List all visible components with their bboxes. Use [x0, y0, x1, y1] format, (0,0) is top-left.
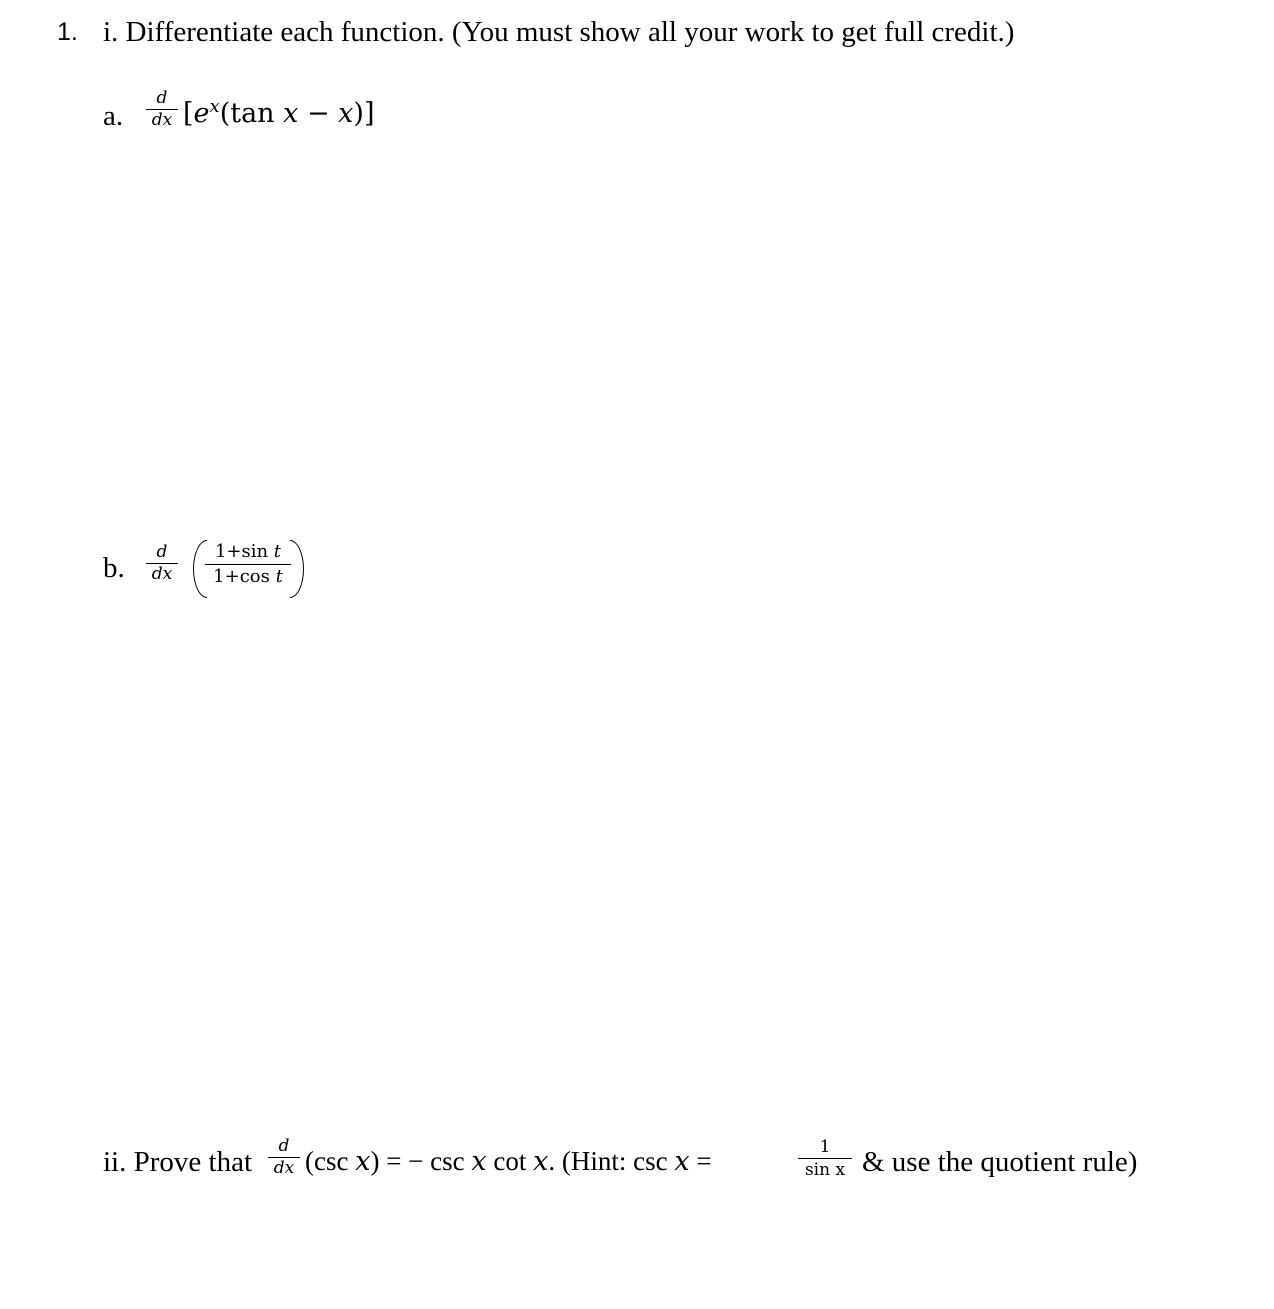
hint-numerator: 1	[819, 1137, 831, 1157]
deriv-denominator: dx	[151, 564, 173, 584]
open-bracket: [	[183, 98, 194, 129]
tan-term: (tan	[219, 98, 284, 129]
deriv-denominator: dx	[151, 110, 173, 130]
quotient-denominator: 1+cos t	[213, 566, 283, 587]
var-x: x	[338, 98, 354, 129]
hint-denominator: sin x	[804, 1160, 846, 1180]
part-ii-derivative-operator	[268, 1136, 300, 1179]
part-a-expression	[183, 96, 374, 129]
var-x: x	[283, 98, 299, 129]
exp-power: x	[209, 96, 220, 117]
hint-fraction	[798, 1136, 852, 1181]
deriv-numerator: d	[156, 88, 168, 108]
close-bracket: )]	[353, 98, 375, 129]
part-a-derivative-operator	[146, 88, 178, 131]
part-ii-identity: (csc x) = − csc x cot x. (Hint: csc x =	[305, 1146, 712, 1177]
part-ii-prefix: ii. Prove that	[103, 1146, 253, 1178]
deriv-numerator: d	[156, 542, 168, 562]
minus-sign: −	[298, 98, 339, 129]
deriv-denominator: dx	[273, 1158, 295, 1178]
quotient-numerator: 1+sin t	[214, 541, 282, 562]
question-number: 1.	[57, 18, 78, 46]
part-b-derivative-operator	[146, 542, 178, 585]
part-b-label: b.	[103, 552, 125, 584]
part-i-instructions: i. Differentiate each function. (You must show all your work to get full credit.)	[103, 16, 1015, 48]
right-paren	[290, 540, 304, 598]
exp-base: e	[193, 98, 210, 129]
deriv-numerator: d	[278, 1136, 290, 1156]
hint-closing-text: & use the quotient rule)	[862, 1146, 1138, 1178]
part-a-label: a.	[103, 100, 124, 132]
part-b-quotient	[205, 540, 291, 589]
